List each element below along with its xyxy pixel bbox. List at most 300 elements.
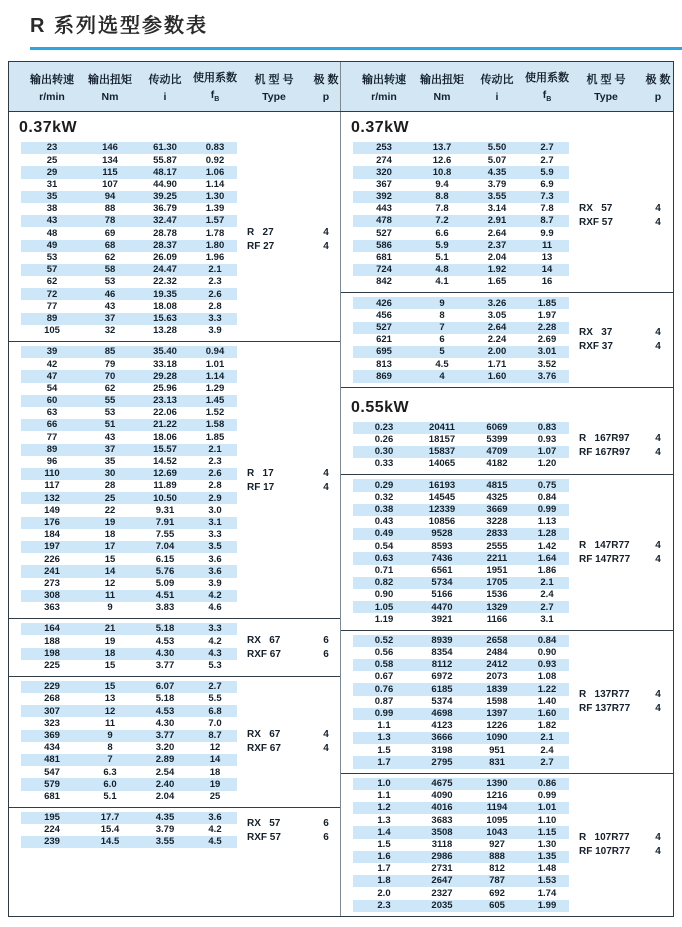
cell-output-speed: 66 [46, 419, 58, 431]
table-row [341, 863, 673, 875]
row-stripe [353, 900, 569, 912]
cell-output-speed: 239 [44, 836, 60, 848]
table-row [341, 635, 673, 647]
cell-service-factor: 2.6 [208, 468, 222, 480]
cell-ratio: 1390 [486, 777, 508, 789]
pole-count: 4 [655, 341, 661, 353]
cell-ratio: 28.78 [153, 227, 177, 239]
row-stripe [353, 334, 569, 346]
cell-ratio: 605 [489, 899, 505, 911]
row-stripe [21, 681, 237, 693]
cell-output-torque: 2327 [431, 887, 453, 899]
cell-service-factor: 3.9 [208, 325, 222, 337]
cell-output-torque: 7436 [431, 552, 453, 564]
table-row [9, 565, 340, 577]
cell-service-factor: 2.9 [208, 492, 222, 504]
cell-output-speed: 62 [46, 276, 58, 288]
table-row [9, 693, 340, 705]
row-stripe [21, 264, 237, 276]
row-stripe [21, 407, 237, 419]
row-stripe [21, 635, 237, 647]
cell-ratio: 2.64 [487, 227, 507, 239]
model-type-row [247, 728, 339, 742]
cell-service-factor: 0.84 [537, 634, 557, 646]
cell-service-factor: 1.80 [205, 239, 225, 251]
row-stripe [21, 313, 237, 325]
table-row [341, 647, 673, 659]
cell-ratio: 927 [489, 838, 505, 850]
table-row [9, 325, 340, 337]
header-service-factor [193, 69, 237, 103]
pole-count: 6 [323, 817, 329, 829]
table-row [341, 756, 673, 768]
table-row [341, 370, 673, 382]
header-unit: Type [594, 90, 618, 103]
row-stripe [353, 252, 569, 264]
cell-output-torque: 85 [104, 346, 116, 358]
cell-ratio: 4182 [486, 458, 508, 470]
cell-service-factor: 4.2 [208, 635, 222, 647]
row-stripe [21, 766, 237, 778]
cell-service-factor: 4.5 [208, 836, 222, 848]
header-unit: $f_B$ [542, 89, 552, 104]
header-label: 极 数 [645, 73, 671, 86]
cell-output-torque: 5734 [431, 577, 453, 589]
block-separator [341, 292, 673, 293]
cell-service-factor: 0.99 [537, 504, 557, 516]
cell-service-factor: 1.14 [205, 370, 225, 382]
cell-output-speed: 2.3 [377, 899, 391, 911]
cell-output-speed: 1.1 [377, 790, 391, 802]
table-row [9, 276, 340, 288]
row-stripe [353, 863, 569, 875]
row-stripe [21, 227, 237, 239]
row-stripe [353, 142, 569, 154]
table-row [9, 660, 340, 672]
model-type-row [247, 742, 339, 756]
model-type-label [247, 466, 339, 494]
cell-service-factor: 1.85 [537, 297, 557, 309]
cell-output-torque: 2731 [431, 863, 453, 875]
model-type-label [579, 432, 671, 460]
cell-ratio: 1329 [486, 601, 508, 613]
cell-output-torque: 18 [104, 529, 116, 541]
model-type-label [247, 816, 339, 844]
model-type-row [247, 226, 339, 240]
cell-ratio: 35.40 [153, 346, 177, 358]
table-row [9, 778, 340, 790]
cell-service-factor: 1.13 [537, 516, 557, 528]
cell-ratio: 1043 [486, 826, 508, 838]
header-unit: r/min [371, 90, 397, 103]
row-stripe [353, 839, 569, 851]
cell-ratio: 1536 [486, 589, 508, 601]
cell-output-speed: 681 [376, 252, 392, 264]
cell-output-torque: 21 [104, 623, 116, 635]
cell-output-torque: 8.8 [435, 191, 449, 203]
table-row [341, 720, 673, 732]
model-type-row [579, 201, 671, 215]
table-row [9, 166, 340, 178]
cell-ratio: 2.91 [487, 215, 507, 227]
cell-output-speed: 869 [376, 370, 392, 382]
model-type: RXF 37 [579, 341, 613, 353]
cell-output-speed: 49 [46, 239, 58, 251]
cell-ratio: 2.04 [155, 790, 175, 802]
cell-output-torque: 3921 [431, 613, 453, 625]
cell-service-factor: 3.3 [208, 623, 222, 635]
cell-output-speed: 547 [44, 766, 60, 778]
pole-count: 4 [655, 433, 661, 445]
cell-output-torque: 8939 [431, 634, 453, 646]
cell-ratio: 1.65 [487, 276, 507, 288]
cell-output-speed: 0.76 [374, 683, 394, 695]
cell-output-speed: 72 [46, 288, 58, 300]
cell-ratio: 1.71 [487, 358, 507, 370]
row-stripe [21, 203, 237, 215]
table-header-left [9, 62, 341, 111]
cell-output-torque: 7.2 [435, 215, 449, 227]
row-stripe [353, 504, 569, 516]
table-row [341, 732, 673, 744]
cell-output-speed: 434 [44, 742, 60, 754]
cell-service-factor: 1.74 [537, 887, 557, 899]
cell-ratio: 6.15 [155, 553, 175, 565]
cell-output-speed: 47 [46, 370, 58, 382]
cell-output-torque: 15 [104, 553, 116, 565]
cell-service-factor: 2.8 [208, 480, 222, 492]
cell-service-factor: 3.76 [537, 370, 557, 382]
header-unit: p [322, 90, 330, 103]
cell-service-factor: 7.0 [208, 717, 222, 729]
cell-ratio: 888 [489, 851, 505, 863]
pole-count: 4 [655, 216, 661, 228]
cell-output-torque: 19 [104, 635, 116, 647]
cell-output-speed: 681 [44, 790, 60, 802]
cell-ratio: 39.25 [153, 191, 177, 203]
cell-ratio: 787 [489, 875, 505, 887]
cell-output-speed: 42 [46, 358, 58, 370]
row-stripe [21, 456, 237, 468]
row-stripe [353, 154, 569, 166]
cell-output-speed: 1.05 [374, 601, 394, 613]
row-stripe [353, 528, 569, 540]
block-separator [9, 676, 340, 677]
cell-output-speed: 39 [46, 346, 58, 358]
cell-ratio: 1951 [486, 564, 508, 576]
cell-output-speed: 323 [44, 717, 60, 729]
cell-service-factor: 1.01 [205, 358, 225, 370]
cell-service-factor: 1.40 [537, 695, 557, 707]
row-stripe [21, 288, 237, 300]
cell-output-torque: 43 [104, 431, 116, 443]
cell-output-torque: 14065 [428, 458, 456, 470]
page-title: R 系列选型参数表 [30, 15, 208, 37]
cell-service-factor: 2.7 [540, 142, 554, 154]
cell-output-torque: 115 [102, 166, 118, 178]
row-stripe [353, 802, 569, 814]
cell-output-speed: 579 [44, 778, 60, 790]
table-row [341, 577, 673, 589]
row-stripe [353, 322, 569, 334]
cell-ratio: 26.09 [153, 252, 177, 264]
cell-output-torque: 11 [104, 590, 116, 602]
cell-output-torque: 20411 [429, 421, 455, 433]
cell-service-factor: 5.3 [208, 660, 222, 672]
cell-output-torque: 68 [104, 239, 116, 251]
table-row [341, 802, 673, 814]
table-row [341, 227, 673, 239]
cell-output-torque: 13.7 [432, 142, 452, 154]
cell-output-torque: 4470 [431, 601, 453, 613]
cell-output-speed: 724 [376, 264, 392, 276]
row-stripe [353, 683, 569, 695]
cell-service-factor: 2.7 [540, 756, 554, 768]
cell-output-speed: 105 [44, 325, 60, 337]
row-stripe [21, 468, 237, 480]
table-row [341, 900, 673, 912]
row-stripe [21, 529, 237, 541]
header-ratio [469, 71, 525, 103]
cell-output-speed: 96 [46, 456, 58, 468]
cell-output-speed: 77 [46, 431, 58, 443]
model-type-row [247, 240, 339, 254]
power-rating-heading: 0.55kW [351, 398, 410, 416]
table-row [9, 288, 340, 300]
cell-ratio: 5.09 [155, 577, 175, 589]
cell-output-torque: 35 [104, 456, 116, 468]
header-label: 极 数 [313, 73, 339, 86]
row-stripe [353, 370, 569, 382]
cell-ratio: 2211 [486, 552, 508, 564]
cell-service-factor: 3.0 [208, 504, 222, 516]
cell-output-torque: 30 [104, 468, 116, 480]
cell-ratio: 12.69 [153, 468, 177, 480]
cell-output-speed: 0.99 [374, 708, 394, 720]
cell-output-torque: 16193 [428, 479, 456, 491]
cell-ratio: 1839 [486, 683, 508, 695]
cell-output-torque: 9 [107, 729, 113, 741]
model-type-row [579, 702, 671, 716]
cell-output-torque: 18 [104, 647, 116, 659]
cell-service-factor: 2.4 [540, 744, 554, 756]
cell-output-torque: 8354 [431, 647, 453, 659]
table-row [9, 313, 340, 325]
cell-output-torque: 5166 [431, 589, 453, 601]
cell-output-torque: 3198 [431, 744, 453, 756]
cell-output-torque: 28 [104, 480, 116, 492]
model-type: RF 137R77 [579, 703, 631, 715]
cell-output-speed: 1.3 [377, 732, 391, 744]
row-stripe [21, 444, 237, 456]
cell-ratio: 4.53 [155, 705, 175, 717]
cell-output-speed: 57 [46, 264, 58, 276]
header-poles [313, 71, 339, 103]
cell-ratio: 23.13 [153, 395, 177, 407]
cell-output-speed: 176 [44, 516, 60, 528]
cell-output-torque: 88 [104, 203, 116, 215]
row-stripe [353, 887, 569, 899]
cell-output-torque: 12339 [428, 504, 456, 516]
cell-ratio: 2.00 [487, 346, 507, 358]
cell-service-factor: 1.35 [537, 851, 557, 863]
cell-output-speed: 149 [44, 504, 60, 516]
block-separator [341, 773, 673, 774]
cell-service-factor: 0.93 [537, 434, 557, 446]
table-row [9, 541, 340, 553]
table-row [341, 479, 673, 491]
cell-ratio: 28.37 [153, 239, 177, 251]
header-output-speed [21, 71, 83, 103]
row-stripe [353, 179, 569, 191]
cell-output-torque: 3666 [431, 732, 453, 744]
table-row [9, 529, 340, 541]
cell-ratio: 61.30 [153, 142, 177, 154]
cell-service-factor: 2.28 [537, 321, 557, 333]
table-row [341, 516, 673, 528]
cell-output-speed: 0.56 [374, 647, 394, 659]
cell-output-speed: 53 [46, 252, 58, 264]
cell-output-torque: 5374 [431, 695, 453, 707]
model-type: RF 107R77 [579, 846, 631, 858]
cell-output-torque: 4675 [431, 777, 453, 789]
cell-service-factor: 4.2 [208, 590, 222, 602]
cell-service-factor: 1.30 [537, 838, 557, 850]
header-label: 使用系数 [525, 72, 569, 85]
cell-service-factor: 2.1 [208, 443, 222, 455]
cell-service-factor: 3.5 [208, 541, 222, 553]
model-type-label [579, 538, 671, 566]
cell-service-factor: 4.3 [208, 647, 222, 659]
row-stripe [353, 756, 569, 768]
model-type-label [579, 326, 671, 354]
model-type-row [579, 215, 671, 229]
cell-output-torque: 2986 [431, 851, 453, 863]
cell-output-speed: 478 [376, 215, 392, 227]
cell-output-speed: 274 [376, 154, 392, 166]
cell-output-torque: 15 [104, 660, 116, 672]
row-stripe [353, 191, 569, 203]
row-stripe [21, 730, 237, 742]
cell-output-torque: 6.6 [435, 227, 449, 239]
cell-ratio: 19.35 [153, 288, 177, 300]
table-header-right [341, 62, 673, 111]
cell-service-factor: 1.64 [537, 552, 557, 564]
cell-output-speed: 0.82 [374, 577, 394, 589]
cell-service-factor: 3.6 [208, 553, 222, 565]
block-separator [9, 807, 340, 808]
model-type-label [579, 201, 671, 229]
cell-ratio: 4.51 [155, 590, 175, 602]
table-row [341, 504, 673, 516]
cell-service-factor: 2.69 [537, 334, 557, 346]
cell-ratio: 44.90 [153, 178, 177, 190]
header-unit: i [163, 90, 167, 103]
cell-ratio: 1166 [486, 613, 508, 625]
cell-ratio: 2.64 [487, 321, 507, 333]
cell-service-factor: 1.01 [537, 802, 557, 814]
model-type-row [579, 340, 671, 354]
row-stripe [21, 553, 237, 565]
cell-ratio: 2.89 [155, 754, 175, 766]
header-label: 输出转速 [362, 73, 406, 86]
table-row [9, 264, 340, 276]
cell-service-factor: 2.4 [540, 589, 554, 601]
table-row [9, 431, 340, 443]
cell-output-speed: 369 [44, 729, 60, 741]
cell-ratio: 692 [489, 887, 505, 899]
cell-output-speed: 1.2 [377, 802, 391, 814]
cell-ratio: 1090 [486, 732, 508, 744]
cell-ratio: 831 [489, 756, 505, 768]
cell-output-torque: 14 [104, 565, 116, 577]
row-stripe [353, 647, 569, 659]
table-row [341, 790, 673, 802]
model-type-label [579, 688, 671, 716]
cell-output-torque: 4123 [431, 720, 453, 732]
cell-output-speed: 188 [44, 635, 60, 647]
header-label: 机 型 号 [586, 73, 626, 86]
right-column [341, 112, 673, 916]
cell-service-factor: 1.97 [537, 309, 557, 321]
pole-count: 4 [655, 689, 661, 701]
model-type-row [579, 688, 671, 702]
cell-service-factor: 1.57 [205, 215, 225, 227]
block-separator [341, 387, 673, 388]
cell-service-factor: 3.1 [208, 516, 222, 528]
cell-service-factor: 3.6 [208, 812, 222, 824]
row-stripe [353, 601, 569, 613]
left-column [9, 112, 341, 916]
cell-output-torque: 6185 [431, 683, 453, 695]
cell-output-torque: 3508 [431, 826, 453, 838]
row-stripe [353, 613, 569, 625]
row-stripe [353, 790, 569, 802]
cell-output-speed: 31 [46, 178, 58, 190]
cell-ratio: 3.55 [487, 191, 507, 203]
header-ratio [137, 71, 193, 103]
row-stripe [353, 422, 569, 434]
row-stripe [21, 517, 237, 529]
cell-output-torque: 3683 [431, 814, 453, 826]
model-type-row [247, 634, 339, 648]
model-type-row [579, 552, 671, 566]
pole-count: 6 [323, 649, 329, 660]
table-row [9, 383, 340, 395]
cell-output-speed: 268 [44, 693, 60, 705]
cell-ratio: 3228 [486, 516, 508, 528]
cell-ratio: 4.35 [155, 812, 175, 824]
cell-service-factor: 9.9 [540, 227, 554, 239]
cell-ratio: 4.35 [487, 166, 507, 178]
cell-output-torque: 78 [104, 215, 116, 227]
cell-output-torque: 6 [439, 334, 445, 346]
cell-service-factor: 1.29 [205, 382, 225, 394]
cell-service-factor: 3.9 [208, 577, 222, 589]
cell-output-torque: 51 [104, 419, 116, 431]
cell-output-torque: 2647 [431, 875, 453, 887]
cell-output-torque: 12 [104, 577, 116, 589]
table-row [341, 142, 673, 154]
cell-output-torque: 11 [104, 717, 116, 729]
cell-output-speed: 0.32 [374, 491, 394, 503]
cell-ratio: 4.30 [155, 717, 175, 729]
cell-service-factor: 6.9 [540, 178, 554, 190]
cell-output-speed: 0.29 [374, 479, 394, 491]
row-stripe [21, 480, 237, 492]
cell-service-factor: 0.92 [205, 154, 225, 166]
cell-service-factor: 1.53 [537, 875, 557, 887]
